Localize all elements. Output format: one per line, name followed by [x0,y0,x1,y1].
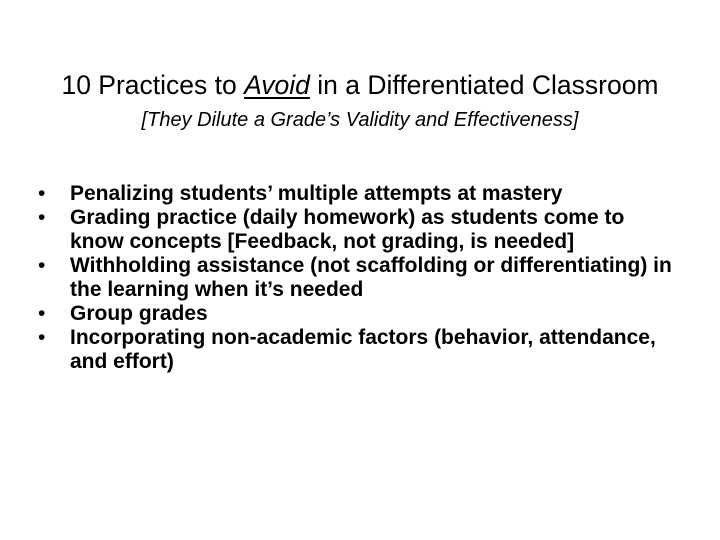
slide-title [0,68,720,102]
bullet-text: Penalizing students’ multiple attempts at mastery [70,182,563,205]
title-emphasis: Avoid [244,70,310,100]
bullet-item [38,206,678,254]
bullet-icon: • [38,182,46,205]
bullet-text: Group grades [70,302,208,325]
bullet-text: Incorporating non-academic factors (behavior, attendance, and effort) [70,326,656,373]
bullet-icon: • [38,302,46,325]
title-text-end: in a Differentiated Classroom [309,70,659,100]
bullet-icon: • [38,206,46,229]
title-text-start: 10 Practices to [61,70,245,100]
bullet-item [38,326,678,374]
bullet-item [38,254,678,302]
bullet-text: Withholding assistance (not scaffolding or differentiating) in the learning when it’s needed [70,254,672,301]
bullet-item [38,182,678,206]
bullet-icon: • [38,254,46,277]
bullet-text: Grading practice (daily homework) as students come to know concepts [Feedback, not grading, is needed] [70,206,625,253]
slide-subtitle: [They Dilute a Grade’s Validity and Effectiveness] [141,109,579,131]
bullet-item [38,302,678,326]
bullet-list [38,182,678,374]
bullet-icon: • [38,326,46,349]
